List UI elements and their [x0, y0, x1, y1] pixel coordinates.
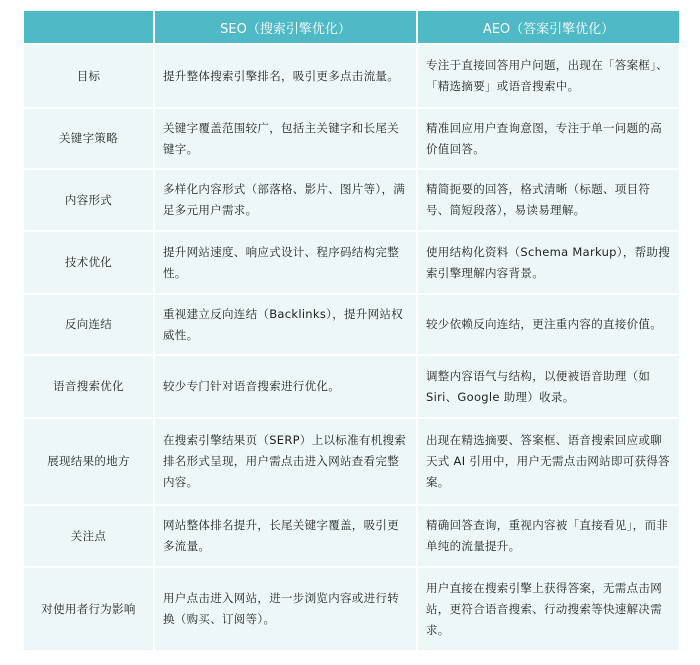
header-aeo: AEO（答案引擎优化）: [417, 10, 680, 44]
comparison-table: [22, 9, 681, 652]
aeo-cell: 精准回应用户查询意图，专注于单一问题的高价值回答。: [417, 108, 680, 169]
seo-cell: 网站整体排名提升，长尾关键字覆盖，吸引更多流量。: [154, 505, 417, 567]
seo-cell: 提升整体搜索引擎排名，吸引更多点击流量。: [154, 44, 417, 108]
aeo-cell: 出现在精选摘要、答案框、语音搜索回应或聊天式 AI 引用中，用户无需点击网站即可获得答案。: [417, 418, 680, 505]
table-row: [23, 294, 680, 355]
table-row: [23, 505, 680, 567]
row-label: 语音搜索优化: [23, 355, 154, 418]
header-row: [23, 10, 680, 44]
row-label: 关键字策略: [23, 108, 154, 169]
header-corner: [23, 10, 154, 44]
aeo-cell: 精确回答查询，重视内容被「直接看见」，而非单纯的流量提升。: [417, 505, 680, 567]
aeo-cell: 使用结构化资料（Schema Markup），帮助搜索引擎理解内容背景。: [417, 231, 680, 294]
seo-cell: 提升网站速度、响应式设计、程序码结构完整性。: [154, 231, 417, 294]
table-row: [23, 108, 680, 169]
row-label: 目标: [23, 44, 154, 108]
seo-cell: 在搜索引擎结果页（SERP）上以标准有机搜索排名形式呈现，用户需点击进入网站查看完整内容。: [154, 418, 417, 505]
table-row: [23, 231, 680, 294]
row-label: 关注点: [23, 505, 154, 567]
seo-cell: 关键字覆盖范围较广，包括主关键字和长尾关键字。: [154, 108, 417, 169]
seo-cell: 较少专门针对语音搜索进行优化。: [154, 355, 417, 418]
table-row: [23, 567, 680, 651]
row-label: 反向连结: [23, 294, 154, 355]
row-label: 技术优化: [23, 231, 154, 294]
header-seo: SEO（搜索引擎优化）: [154, 10, 417, 44]
table-row: [23, 355, 680, 418]
table-row: [23, 418, 680, 505]
aeo-cell: 较少依赖反向连结，更注重内容的直接价值。: [417, 294, 680, 355]
aeo-cell: 用户直接在搜索引擎上获得答案，无需点击网站，更符合语音搜索、行动搜索等快速解决需求。: [417, 567, 680, 651]
row-label: 内容形式: [23, 169, 154, 231]
row-label: 展现结果的地方: [23, 418, 154, 505]
table-row: [23, 169, 680, 231]
seo-cell: 重视建立反向连结（Backlinks），提升网站权威性。: [154, 294, 417, 355]
table-row: [23, 44, 680, 108]
row-label: 对使用者行为影响: [23, 567, 154, 651]
seo-cell: 多样化内容形式（部落格、影片、图片等），满足多元用户需求。: [154, 169, 417, 231]
aeo-cell: 专注于直接回答用户问题，出现在「答案框」、「精选摘要」或语音搜索中。: [417, 44, 680, 108]
aeo-cell: 调整内容语气与结构，以便被语音助理（如Siri、Google 助理）收录。: [417, 355, 680, 418]
seo-cell: 用户点击进入网站，进一步浏览内容或进行转换（购买、订阅等）。: [154, 567, 417, 651]
aeo-cell: 精简扼要的回答，格式清晰（标题、项目符号、简短段落），易读易理解。: [417, 169, 680, 231]
